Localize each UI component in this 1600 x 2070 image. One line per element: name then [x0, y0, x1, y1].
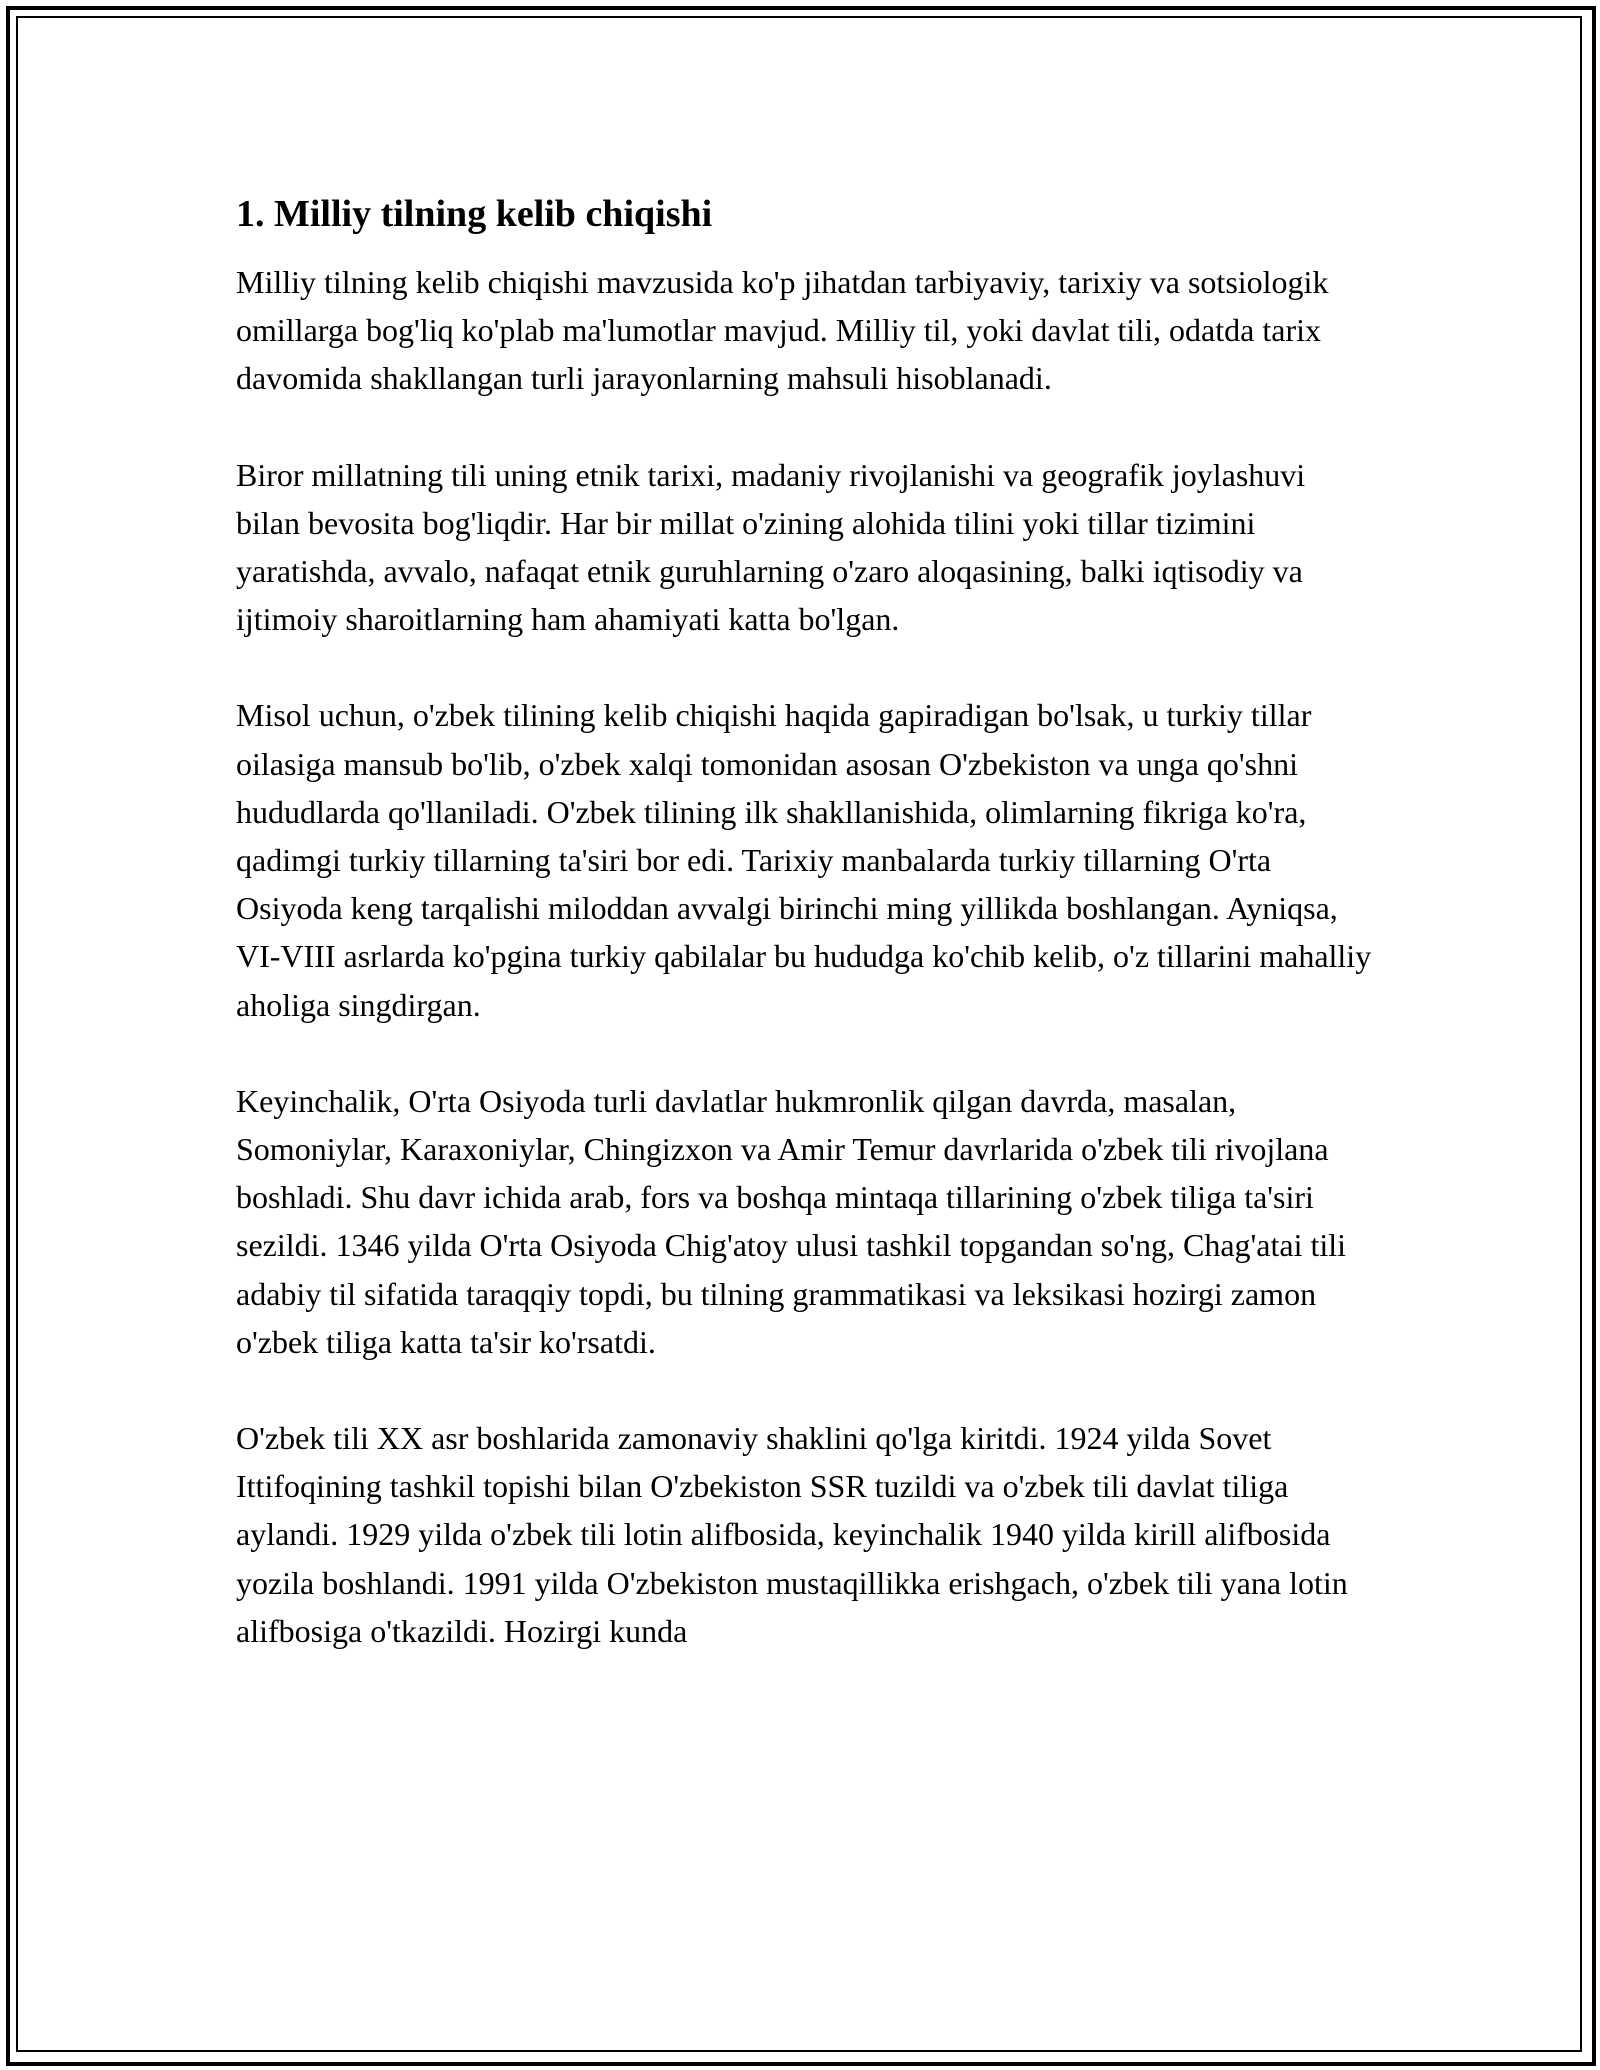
document-body — [236, 186, 1376, 1703]
paragraph-4: Keyinchalik, O'rta Osiyoda turli davlatlar hukmronlik qilgan davrda, masalan, Somoniylar, Karaxoniylar, Chingizxon va Amir Temur davrlarida o'zbek tili rivojlana boshladi. Shu davr ichida arab, fors va boshqa mintaqa tillarining o'zbek tiliga ta'siri sezildi. 1346 yilda O'rta Osiyoda Chig'atoy ulusi tashkil topgandan so'ng, Chag'atai tili adabiy til sifatida taraqqiy topdi, bu tilning grammatikasi va leksikasi hozirgi zamon o'zbek tiliga katta ta'sir ko'rsatdi. — [236, 1082, 1347, 1360]
paragraph-1: Milliy tilning kelib chiqishi mavzusida ko'p jihatdan tarbiyaviy, tarixiy va sotsiologik omillarga bog'liq ko'plab ma'lumotlar mavjud. Milliy til, yoki davlat tili, odatda tarix davomida shakllangan turli jarayonlarning mahsuli hisoblanadi. — [236, 264, 1329, 397]
paragraph-5: O'zbek tili XX asr boshlarida zamonaviy shaklini qo'lga kiritdi. 1924 yilda Sovet Ittifoqining tashkil topishi bilan O'zbekiston SSR tuzildi va o'zbek tili davlat tiliga aylandi. 1929 yilda o'zbek tili lotin alifbosida, keyinchalik 1940 yilda kirill alifbosida yozila boshlandi. 1991 yilda O'zbekiston mustaqillikka erishgach, o'zbek tili yana lotin alifbosiga o'tkazildi. Hozirgi kunda — [236, 1420, 1348, 1649]
paragraph-3: Misol uchun, o'zbek tilining kelib chiqishi haqida gapiradigan bo'lsak, u turkiy tillar oilasiga mansub bo'lib, o'zbek xalqi tomonidan asosan O'zbekiston va unga qo'shni hududlarda qo'llaniladi. O'zbek tilining ilk shakllanishida, olimlarning fikriga ko'ra, qadimgi turkiy tillarning ta'siri bor edi. Tarixiy manbalarda turkiy tillarning O'rta Osiyoda keng tarqalishi miloddan avvalgi birinchi ming yillikda boshlangan. Ayniqsa, VI-VIII asrlarda ko'pgina turkiy qabilalar bu hududga ko'chib kelib, o'z tillarini mahalliy aholiga singdirgan. — [236, 697, 1372, 1023]
section-heading: 1. Milliy tilning kelib chiqishi — [236, 193, 713, 235]
paragraph-2: Biror millatning tili uning etnik tarixi, madaniy rivojlanishi va geografik joylashuvi bilan bevosita bog'liqdir. Har bir millat o'zining alohida tilini yoki tillar tizimini yaratishda, avvalo, nafaqat etnik guruhlarning o'zaro aloqasining, balki iqtisodiy va ijtimoiy sharoitlarning ham ahamiyati katta bo'lgan. — [236, 456, 1306, 638]
